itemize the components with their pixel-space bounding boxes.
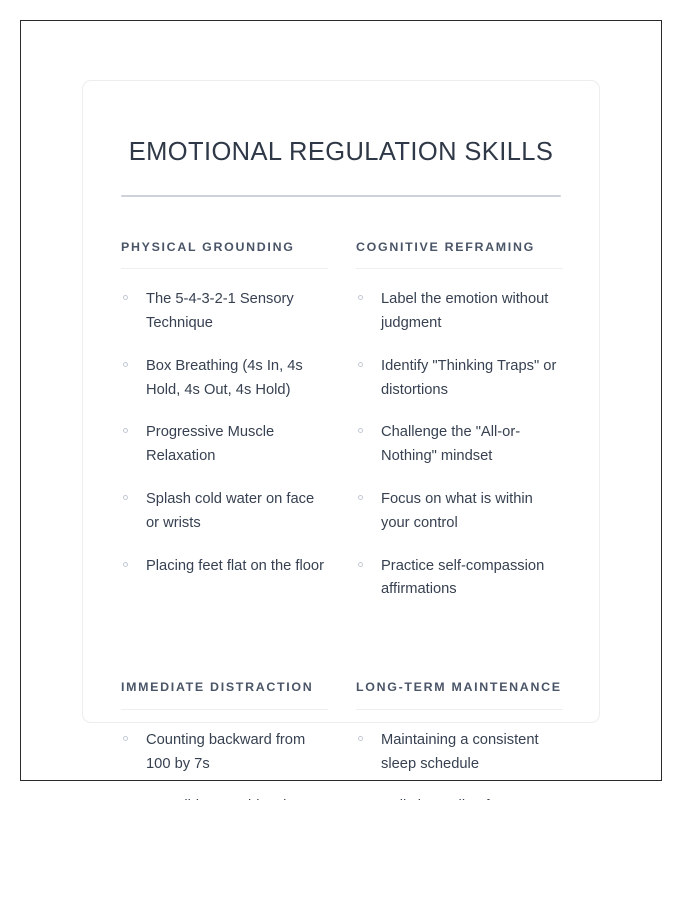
list-item-label: Label the emotion without judgment [381,291,549,331]
list-item-label: Placing feet flat on the floor [146,557,324,574]
list-item [356,421,563,469]
section-rule [121,268,328,269]
list-item [356,488,563,536]
list-item-label: Practice self-compassion affirmations [381,557,545,598]
list-item [121,555,328,579]
list-item [121,729,328,777]
section-heading: COGNITIVE REFRAMING [356,239,535,254]
list-item-label: Counting backward from 100 by 7s [146,731,306,772]
skill-list [121,288,328,578]
hollow-circle-bullet-icon [123,495,128,500]
document-card [82,80,600,772]
list-item [356,355,563,403]
section-cognitive-reframing [356,236,563,603]
list-item-label: Box Breathing (4s In, 4s Hold, 4s Out, 4s Hold) [146,357,303,398]
hollow-circle-bullet-icon [358,495,363,500]
list-item-label: The 5-4-3-2-1 Sensory Technique [146,291,294,331]
section-rule [121,709,328,710]
section-heading: IMMEDIATE DISTRACTION [121,680,314,695]
list-item-label: Focus on what is within your control [381,491,533,531]
hollow-circle-bullet-icon [123,295,128,300]
list-item-label: Challenge the "All-or-Nothing" mindset [381,424,521,465]
list-item-label: Identify "Thinking Traps" or distortions [381,357,557,398]
hollow-circle-bullet-icon [123,362,128,367]
list-item-label: Maintaining a consistent sleep schedule [381,731,539,772]
hollow-circle-bullet-icon [123,562,128,567]
hollow-circle-bullet-icon [123,428,128,433]
hollow-circle-bullet-icon [358,428,363,433]
list-item [121,488,328,536]
hollow-circle-bullet-icon [358,362,363,367]
list-item [121,355,328,403]
section-rule [356,709,563,710]
skill-list [356,288,563,602]
page-title: EMOTIONAL REGULATION SKILLS [128,138,554,166]
list-item [356,555,563,603]
hollow-circle-bullet-icon [358,295,363,300]
list-item [356,288,563,336]
section-heading: LONG-TERM MAINTENANCE [356,680,562,695]
list-item [356,729,563,777]
hollow-circle-bullet-icon [123,736,128,741]
hollow-circle-bullet-icon [358,562,363,567]
hollow-circle-bullet-icon [358,736,363,741]
title-divider [121,195,561,197]
section-rule [356,268,563,269]
document-viewport-frame [20,20,662,781]
list-item-label: Progressive Muscle Relaxation [146,424,275,465]
section-physical-grounding [121,236,328,603]
skill-sections-grid [121,236,561,844]
list-item [121,421,328,469]
content-clip-mask [0,800,700,900]
list-item [121,288,328,336]
list-item-label: Splash cold water on face or wrists [146,491,315,531]
section-heading: PHYSICAL GROUNDING [121,239,295,254]
